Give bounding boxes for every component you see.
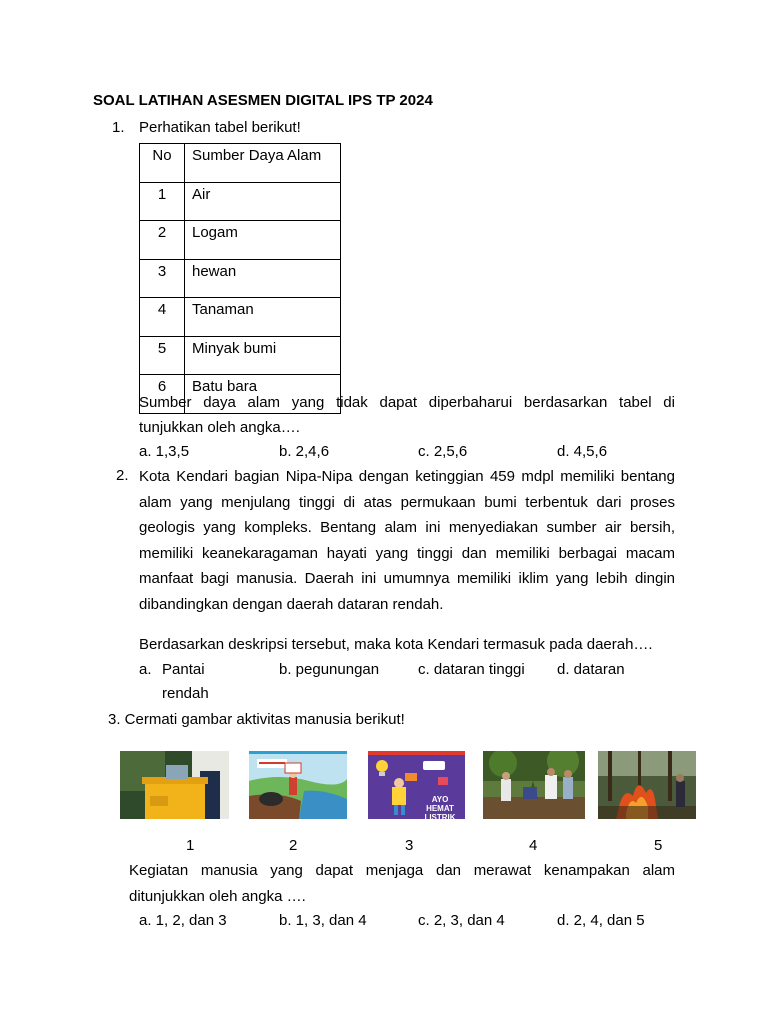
table-cell-resource: Logam bbox=[185, 221, 341, 260]
table-header-resource: Sumber Daya Alam bbox=[185, 144, 341, 183]
table-cell-no: 5 bbox=[140, 336, 185, 375]
table-row bbox=[140, 182, 341, 221]
photo-recycling-bin bbox=[120, 751, 229, 819]
table-cell-no: 6 bbox=[140, 375, 185, 414]
question-1-text-line-2: tunjukkan oleh angka…. bbox=[139, 419, 300, 436]
photo-tree-planting bbox=[483, 751, 585, 819]
table-cell-resource: Minyak bumi bbox=[185, 336, 341, 375]
question-2-option-a-label: a. bbox=[139, 661, 152, 678]
question-1-option-c: c. 2,5,6 bbox=[418, 443, 468, 460]
question-2-option-d-continued: rendah bbox=[162, 685, 209, 702]
image-label-4: 4 bbox=[529, 837, 538, 854]
image-label-2: 2 bbox=[289, 837, 298, 854]
natural-resources-table bbox=[139, 143, 341, 414]
table-cell-resource: Tanaman bbox=[185, 298, 341, 337]
question-1-number: 1. bbox=[112, 119, 125, 136]
poster-caption: AYO HEMAT LISTRIK bbox=[424, 795, 456, 819]
table-cell-no: 3 bbox=[140, 259, 185, 298]
image-label-5: 5 bbox=[654, 837, 663, 854]
question-3-option-b: b. 1, 3, dan 4 bbox=[279, 912, 367, 929]
table-cell-resource: Air bbox=[185, 182, 341, 221]
question-2-line-2: alam yang menjulang tinggi di atas permukaan bumi terbentuk dari proses bbox=[139, 494, 675, 511]
document-title: SOAL LATIHAN ASESMEN DIGITAL IPS TP 2024 bbox=[93, 92, 433, 109]
question-2-number: 2. bbox=[116, 467, 129, 484]
table-row bbox=[140, 259, 341, 298]
question-1-text-line-1: Sumber daya alam yang tidak dapat diperbaharui berdasarkan tabel di bbox=[139, 394, 675, 411]
question-1-option-b: b. 2,4,6 bbox=[279, 443, 330, 460]
question-2-line-5: manfaat bagi manusia. Daerah ini umumnya memiliki iklim yang lebih dingin bbox=[139, 570, 675, 587]
table-header-no: No bbox=[140, 144, 185, 183]
question-1-option-a: a. 1,3,5 bbox=[139, 443, 190, 460]
photo-save-electricity-poster bbox=[368, 751, 465, 819]
question-2-line-1: Kota Kendari bagian Nipa-Nipa dengan ketinggian 459 mdpl memiliki bentang bbox=[139, 468, 675, 485]
question-2-option-a: Pantai bbox=[162, 661, 205, 678]
question-1-prompt: Perhatikan tabel berikut! bbox=[139, 119, 301, 136]
question-3-prompt: 3. Cermati gambar aktivitas manusia berikut! bbox=[108, 711, 405, 728]
table-row bbox=[140, 221, 341, 260]
question-2-option-b: b. pegunungan bbox=[279, 661, 380, 678]
question-3-text-line-2: ditunjukkan oleh angka …. bbox=[129, 888, 306, 905]
table-cell-no: 2 bbox=[140, 221, 185, 260]
question-3-option-d: d. 2, 4, dan 5 bbox=[557, 912, 645, 929]
question-2-option-d: d. dataran bbox=[557, 661, 625, 678]
question-3-text-line-1: Kegiatan manusia yang dapat menjaga dan merawat kenampakan alam bbox=[129, 862, 675, 879]
table-cell-no: 1 bbox=[140, 182, 185, 221]
table-row bbox=[140, 336, 341, 375]
question-2-option-c: c. dataran tinggi bbox=[418, 661, 525, 678]
image-label-3: 3 bbox=[405, 837, 414, 854]
photo-littering-illustration bbox=[249, 751, 347, 819]
table-cell-resource: hewan bbox=[185, 259, 341, 298]
question-2-line-3: geologis yang kompleks. Bentang alam ini menyediakan sumber air bersih, bbox=[139, 519, 675, 536]
question-3-option-c: c. 2, 3, dan 4 bbox=[418, 912, 505, 929]
table-cell-resource: Batu bara bbox=[185, 375, 341, 414]
question-3-option-a: a. 1, 2, dan 3 bbox=[139, 912, 227, 929]
question-2-question: Berdasarkan deskripsi tersebut, maka kota Kendari termasuk pada daerah…. bbox=[139, 636, 653, 653]
photo-forest-fire bbox=[598, 751, 696, 819]
table-cell-no: 4 bbox=[140, 298, 185, 337]
table-header-row bbox=[140, 144, 341, 183]
image-label-1: 1 bbox=[186, 837, 195, 854]
question-2-line-4: memiliki keanekaragaman hayati yang tinggi dan memiliki berbagai macam bbox=[139, 545, 675, 562]
question-2-line-6: dibandingkan dengan daerah dataran rendah. bbox=[139, 596, 444, 613]
question-1-option-d: d. 4,5,6 bbox=[557, 443, 608, 460]
table-row bbox=[140, 298, 341, 337]
